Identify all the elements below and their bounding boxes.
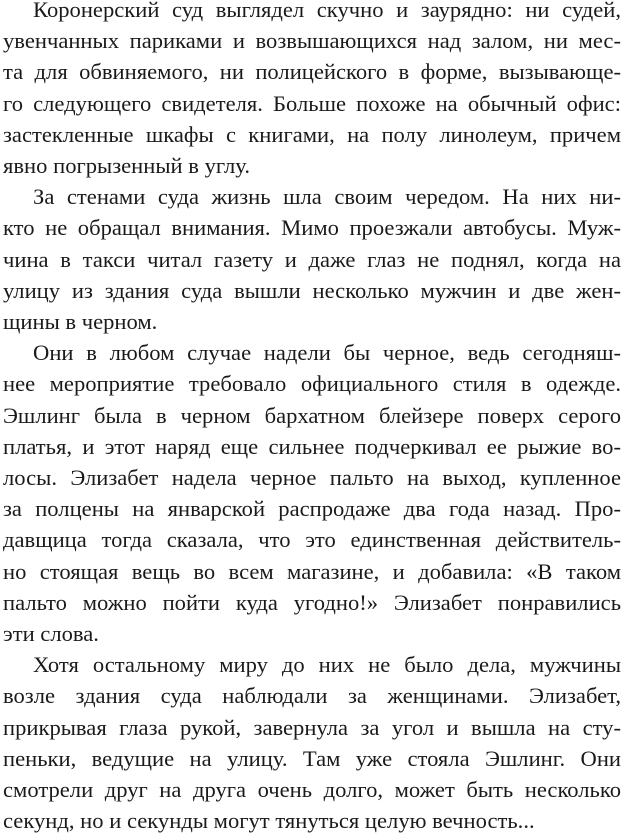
- paragraph-3: [3, 337, 624, 649]
- paragraph-4: [3, 649, 624, 836]
- text-line: смотрели друг на друга очень долго, может быть несколько: [3, 777, 621, 803]
- text-line: возле здания суда наблюдали за женщинами. Элизабет,: [3, 683, 621, 709]
- text-line: явно погрызенный в углу.: [3, 153, 250, 179]
- text-line: пальто можно пойти куда угодно!» Элизабет понравились: [3, 589, 621, 615]
- text-line: За стенами суда жизнь шла своим чередом. На них ни-: [33, 184, 621, 210]
- text-line: застекленные шкафы с книгами, на полу линолеум, причем: [3, 121, 621, 147]
- paragraph-2: [3, 181, 624, 337]
- text-line: кто не обращал внимания. Мимо проезжали автобусы. Муж-: [3, 215, 621, 241]
- text-line: увенчанных париками и возвышающихся над залом, ни мес-: [3, 28, 621, 54]
- text-line: платья, и этот наряд еще сильнее подчеркивал ее рыжие во-: [3, 433, 621, 459]
- text-line: пеньки, ведущие на улицу. Там уже стояла Эшлинг. Они: [3, 745, 621, 771]
- text-line: давщица тогда сказала, что это единственная действитель-: [3, 527, 621, 553]
- text-line: нее мероприятие требовало официального стиля в одежде.: [3, 371, 621, 397]
- paragraph-1: [3, 0, 624, 181]
- text-line: чина в такси читал газету и даже глаз не поднял, когда на: [3, 246, 621, 272]
- text-line: Хотя остальному миру до них не было дела, мужчины: [33, 652, 621, 678]
- text-line: Они в любом случае надели бы черное, ведь сегодняш-: [33, 340, 621, 366]
- text-line: прикрывая глаза рукой, завернула за угол и вышла на сту-: [3, 714, 621, 740]
- text-line: но стоящая вещь во всем магазине, и добавила: «В таком: [3, 558, 621, 584]
- text-line: лосы. Элизабет надела черное пальто на выход, купленное: [3, 465, 621, 491]
- text-line: щины в черном.: [3, 309, 158, 335]
- text-line: Коронерский суд выглядел скучно и заурядно: ни судей,: [33, 0, 621, 22]
- text-line: та для обвиняемого, ни полицейского в форме, вызывающе-: [3, 59, 621, 85]
- text-line: Эшлинг была в черном бархатном блейзере поверх серого: [3, 402, 621, 428]
- text-line: эти слова.: [3, 621, 99, 647]
- text-line: го следующего свидетеля. Больше похоже на обычный офис:: [3, 90, 621, 116]
- text-line: улицу из здания суда вышли несколько мужчин и две жен-: [3, 277, 621, 303]
- text-line: за полцены на январской распродаже два года назад. Про-: [3, 496, 621, 522]
- text-line: секунд, но и секунды могут тянуться целую вечность...: [3, 808, 535, 834]
